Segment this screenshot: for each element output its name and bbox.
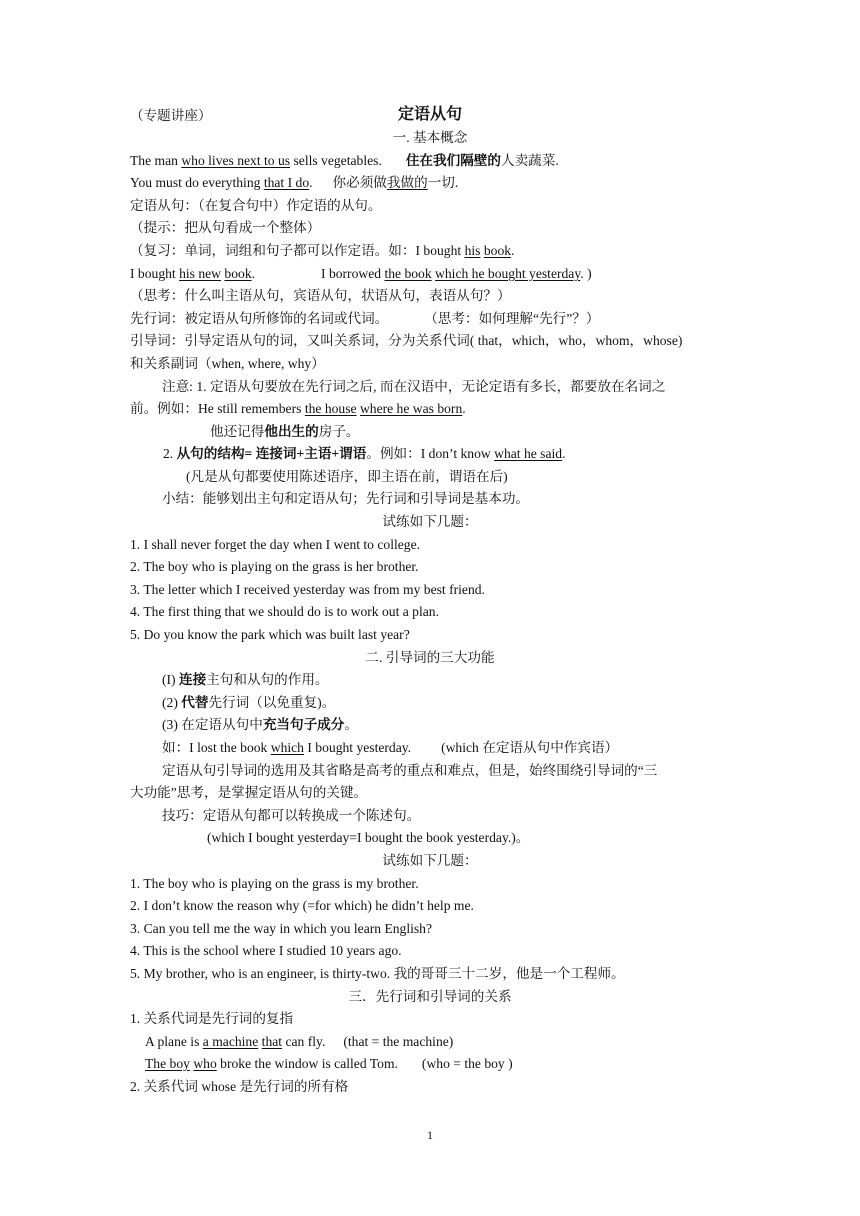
practice-item: 1. I shall never forget the day when I went to college. (130, 537, 421, 552)
function-1: (I) 连接主句和从句的作用。 (162, 672, 329, 687)
example-2: You must do everything that I do. 你必须做我做的一切. (130, 175, 459, 190)
practice-item: 5. My brother, who is an engineer, is thirty-two. 我的哥哥三十二岁，他是一个工程师。 (130, 966, 625, 981)
paragraph: 定语从句引导词的选用及其省略是高考的重点和难点，但是，始终围绕引导词的“三 (162, 763, 658, 778)
practice-item: 3. The letter which I received yesterday was from my best friend. (130, 582, 485, 597)
practice-title-1: 试练如下几题： (382, 514, 478, 529)
summary: 小结：能够划出主句和定语从句；先行词和引导词是基本功。 (162, 491, 530, 506)
practice-item: 1. The boy who is playing on the grass is my brother. (130, 876, 419, 891)
note-2-detail: (凡是从句都要使用陈述语序，即主语在前，谓语在后) (186, 469, 508, 484)
practice-item: 5. Do you know the park which was built last year? (130, 627, 410, 642)
practice-item: 3. Can you tell me the way in which you learn English? (130, 921, 433, 936)
note-1-example: 前。例如：He still remembers the house where he was born. (130, 401, 466, 416)
note-1-translation: 他还记得他出生的房子。 (210, 424, 360, 439)
introducer-def: 引导词：引导定语从句的词，又叫关系词，分为关系代词( that，which，who，whom，whose) (130, 333, 683, 348)
page-title: 定语从句 (397, 106, 462, 123)
function-2: (2) 代替先行词（以免重复)。 (162, 695, 336, 710)
introducer-def-2: 和关系副词（when, where, why） (130, 356, 325, 371)
think-question: （思考：什么叫主语从句，宾语从句，状语从句，表语从句？） (130, 288, 511, 303)
practice-item: 2. The boy who is playing on the grass is her brother. (130, 559, 419, 574)
lecture-tag: （专题讲座） (130, 108, 212, 123)
note-2: 2. 从句的结构= 连接词+主语+谓语。例如：I don’t know what he said. (163, 446, 566, 461)
practice-item: 4. The first thing that we should do is to work out a plan. (130, 604, 439, 619)
relation-example-1: A plane is a machine that can fly. (that = the machine) (145, 1034, 454, 1049)
tip-example: (which I bought yesterday=I bought the book yesterday.)。 (207, 830, 530, 845)
page-number: 1 (427, 1128, 433, 1142)
relation-point-2: 2. 关系代词 whose 是先行词的所有格 (130, 1079, 349, 1094)
review-examples: I bought his new book. I borrowed the book which he bought yesterday. ) (130, 266, 592, 281)
paragraph-cont: 大功能”思考，是掌握定语从句的关键。 (130, 785, 368, 800)
function-3: (3) 在定语从句中充当句子成分。 (162, 717, 358, 732)
practice-title-2: 试练如下几题： (382, 853, 478, 868)
note-1: 注意: 1. 定语从句要放在先行词之后, 而在汉语中，无论定语有多长，都要放在名词之 (162, 379, 666, 394)
review: （复习：单词，词组和句子都可以作定语。如：I bought his book. (130, 243, 515, 258)
definition: 定语从句：（在复合句中）作定语的从句。 (130, 198, 382, 213)
relation-point-1: 1. 关系代词是先行词的复指 (130, 1011, 294, 1026)
practice-item: 2. I don’t know the reason why (=for which) he didn’t help me. (130, 898, 474, 913)
section-1-heading: 一. 基本概念 (392, 130, 468, 145)
section-2-heading: 二. 引导词的三大功能 (365, 650, 495, 665)
tip: 技巧：定语从句都可以转换成一个陈述句。 (162, 808, 421, 823)
function-example: 如：I lost the book which I bought yesterday. (which 在定语从句中作宾语） (162, 740, 619, 755)
section-3-heading: 三．先行词和引导词的关系 (348, 989, 512, 1004)
hint: （提示：把从句看成一个整体） (130, 220, 321, 235)
practice-item: 4. This is the school where I studied 10 years ago. (130, 943, 402, 958)
example-1: The man who lives next to us sells vegetables. 住在我们隔壁的人卖蔬菜. (130, 153, 559, 168)
antecedent-def: 先行词：被定语从句所修饰的名词或代词。 （思考：如何理解“先行”？） (130, 311, 600, 326)
relation-example-2: The boy who broke the window is called Tom. (who = the boy ) (145, 1056, 513, 1071)
